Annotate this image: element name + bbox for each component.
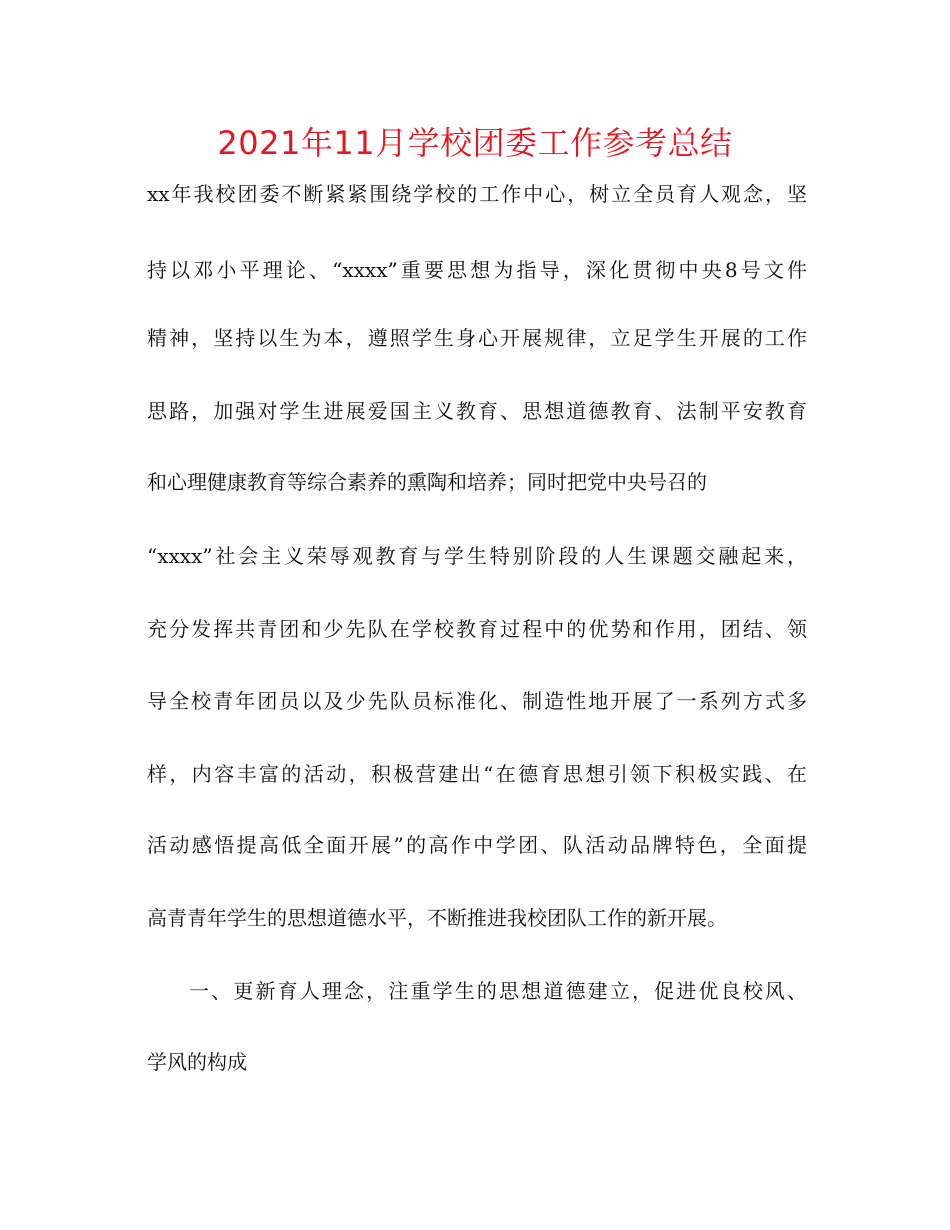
body-line-3: 精神，坚持以生为本，遵照学生身心开展规律，立足学生开展的工作 — [147, 326, 807, 350]
body-line-5: 和心理健康教育等综合素养的熏陶和培养；同时把党中央号召的 — [147, 470, 707, 494]
body-line-4: 思路，加强对学生进展爱国主义教育、思想道德教育、法制平安教育 — [147, 399, 807, 423]
body-line-11: 高青青年学生的思想道德水平，不断推进我校团队工作的新开展。 — [147, 906, 727, 930]
body-line-7: 充分发挥共青团和少先队在学校教育过程中的优势和作用，团结、领 — [147, 617, 807, 641]
document-title: 2021年11月学校团委工作参考总结 — [217, 124, 733, 162]
body-line-2: 持以邓小平理论、“xxxx”重要思想为指导，深化贯彻中央8号文件 — [147, 258, 807, 282]
body-line-6: “xxxx”社会主义荣辱观教育与学生特别阶段的人生课题交融起来， — [147, 544, 807, 568]
section-heading-line-2: 学风的构成 — [147, 1050, 247, 1074]
body-line-9: 样，内容丰富的活动，积极营建出“在德育思想引领下积极实践、在 — [147, 762, 807, 786]
section-heading-line-1: 一、更新育人理念，注重学生的思想道德建立，促进优良校风、 — [189, 979, 807, 1003]
body-line-8: 导全校青年团员以及少先队员标准化、制造性地开展了一系列方式多 — [147, 689, 807, 713]
body-line-10: 活动感悟提高低全面开展”的高作中学团、队活动品牌特色，全面提 — [147, 833, 807, 857]
body-line-1: xx年我校团委不断紧紧围绕学校的工作中心，树立全员育人观念，坚 — [147, 182, 807, 206]
